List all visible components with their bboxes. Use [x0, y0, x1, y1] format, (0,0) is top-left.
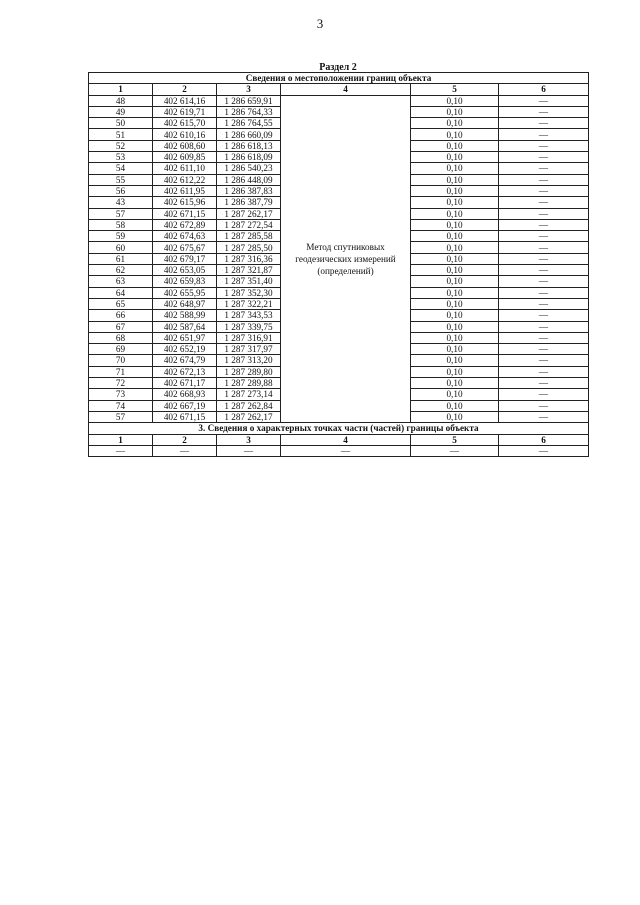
coordinate-y-cell: 1 286 618,09 — [217, 152, 281, 163]
coordinate-y-cell: 1 287 272,54 — [217, 219, 281, 230]
coordinate-x-cell: 402 671,15 — [153, 411, 217, 422]
section3-title-row — [89, 423, 589, 434]
coordinate-x-cell: 402 610,16 — [153, 129, 217, 140]
section3-title: 3. Сведения о характерных точках части (частей) границы объекта — [89, 423, 589, 434]
description-cell: — — [499, 400, 589, 411]
coordinate-y-cell: 1 286 540,23 — [217, 163, 281, 174]
coordinate-x-cell: 402 615,96 — [153, 197, 217, 208]
point-number-cell: 50 — [89, 118, 153, 129]
description-cell: — — [499, 310, 589, 321]
coordinate-x-cell: 402 659,83 — [153, 276, 217, 287]
coordinate-x-cell: 402 648,97 — [153, 298, 217, 309]
description-cell: — — [499, 411, 589, 422]
accuracy-cell: 0,10 — [411, 332, 499, 343]
coordinate-y-cell: 1 286 764,55 — [217, 118, 281, 129]
coordinate-y-cell: 1 287 316,36 — [217, 253, 281, 264]
page-number: 3 — [316, 16, 324, 31]
accuracy-cell: 0,10 — [411, 366, 499, 377]
column-number-cell: 5 — [411, 84, 499, 95]
section3-cell: — — [153, 445, 217, 456]
coordinate-x-cell: 402 675,67 — [153, 242, 217, 253]
point-number-cell: 59 — [89, 231, 153, 242]
coordinate-x-cell: 402 672,13 — [153, 366, 217, 377]
section-title: Раздел 2 — [319, 62, 357, 73]
column-number-cell: 3 — [217, 84, 281, 95]
point-number-cell: 68 — [89, 332, 153, 343]
coordinate-y-cell: 1 287 352,30 — [217, 287, 281, 298]
point-number-cell: 63 — [89, 276, 153, 287]
section3-cell: — — [411, 445, 499, 456]
accuracy-cell: 0,10 — [411, 253, 499, 264]
coordinate-x-cell: 402 619,71 — [153, 106, 217, 117]
table-body — [89, 73, 589, 457]
accuracy-cell: 0,10 — [411, 185, 499, 196]
description-cell: — — [499, 344, 589, 355]
description-cell: — — [499, 197, 589, 208]
accuracy-cell: 0,10 — [411, 411, 499, 422]
description-cell: — — [499, 366, 589, 377]
accuracy-cell: 0,10 — [411, 231, 499, 242]
column-number-cell: 4 — [281, 84, 411, 95]
point-number-cell: 56 — [89, 185, 153, 196]
point-number-cell: 60 — [89, 242, 153, 253]
coordinate-y-cell: 1 287 322,21 — [217, 298, 281, 309]
point-number-cell: 73 — [89, 389, 153, 400]
accuracy-cell: 0,10 — [411, 355, 499, 366]
point-number-cell: 51 — [89, 129, 153, 140]
point-number-cell: 54 — [89, 163, 153, 174]
point-number-cell: 66 — [89, 310, 153, 321]
point-number-cell: 71 — [89, 366, 153, 377]
table-row — [89, 95, 589, 106]
point-number-cell: 48 — [89, 95, 153, 106]
point-number-cell: 57 — [89, 208, 153, 219]
coordinate-y-cell: 1 287 262,84 — [217, 400, 281, 411]
coordinate-x-cell: 402 614,16 — [153, 95, 217, 106]
description-cell: — — [499, 231, 589, 242]
point-number-cell: 72 — [89, 378, 153, 389]
accuracy-cell: 0,10 — [411, 140, 499, 151]
coordinate-y-cell: 1 287 273,14 — [217, 389, 281, 400]
coordinate-y-cell: 1 287 285,50 — [217, 242, 281, 253]
section3-cell: — — [89, 445, 153, 456]
accuracy-cell: 0,10 — [411, 163, 499, 174]
coordinate-y-cell: 1 287 289,88 — [217, 378, 281, 389]
accuracy-cell: 0,10 — [411, 219, 499, 230]
coordinate-x-cell: 402 653,05 — [153, 265, 217, 276]
section3-cell: — — [499, 445, 589, 456]
section3-cell: — — [281, 445, 411, 456]
coordinate-y-cell: 1 287 289,80 — [217, 366, 281, 377]
coordinate-y-cell: 1 286 764,33 — [217, 106, 281, 117]
point-number-cell: 70 — [89, 355, 153, 366]
coordinate-y-cell: 1 287 321,87 — [217, 265, 281, 276]
point-number-cell: 43 — [89, 197, 153, 208]
coordinate-y-cell: 1 287 313,20 — [217, 355, 281, 366]
coordinate-y-cell: 1 287 262,17 — [217, 411, 281, 422]
description-cell: — — [499, 242, 589, 253]
column-number-cell: 6 — [499, 434, 589, 445]
column-numbers-row — [89, 84, 589, 95]
coordinate-x-cell: 402 671,15 — [153, 208, 217, 219]
coordinate-y-cell: 1 287 351,40 — [217, 276, 281, 287]
coordinate-x-cell: 402 668,93 — [153, 389, 217, 400]
coordinate-y-cell: 1 286 618,13 — [217, 140, 281, 151]
point-number-cell: 58 — [89, 219, 153, 230]
point-number-cell: 61 — [89, 253, 153, 264]
description-cell: — — [499, 163, 589, 174]
point-number-cell: 69 — [89, 344, 153, 355]
accuracy-cell: 0,10 — [411, 344, 499, 355]
coordinate-x-cell: 402 667,19 — [153, 400, 217, 411]
point-number-cell: 55 — [89, 174, 153, 185]
accuracy-cell: 0,10 — [411, 95, 499, 106]
description-cell: — — [499, 276, 589, 287]
coordinate-x-cell: 402 611,95 — [153, 185, 217, 196]
coordinate-y-cell: 1 287 339,75 — [217, 321, 281, 332]
description-cell: — — [499, 321, 589, 332]
coordinate-x-cell: 402 587,64 — [153, 321, 217, 332]
accuracy-cell: 0,10 — [411, 197, 499, 208]
coordinate-x-cell: 402 655,95 — [153, 287, 217, 298]
description-cell: — — [499, 129, 589, 140]
column-number-cell: 1 — [89, 84, 153, 95]
coordinate-x-cell: 402 679,17 — [153, 253, 217, 264]
description-cell: — — [499, 298, 589, 309]
point-number-cell: 64 — [89, 287, 153, 298]
accuracy-cell: 0,10 — [411, 389, 499, 400]
coordinate-y-cell: 1 286 387,83 — [217, 185, 281, 196]
description-cell: — — [499, 140, 589, 151]
table-title: Сведения о местоположении границ объекта — [89, 73, 589, 84]
description-cell: — — [499, 185, 589, 196]
section3-data-row — [89, 445, 589, 456]
accuracy-cell: 0,10 — [411, 321, 499, 332]
description-cell: — — [499, 208, 589, 219]
coordinate-x-cell: 402 611,10 — [153, 163, 217, 174]
method-cell: Метод спутниковых геодезических измерений (определений) — [281, 95, 411, 423]
coordinate-x-cell: 402 588,99 — [153, 310, 217, 321]
coordinate-x-cell: 402 615,70 — [153, 118, 217, 129]
coordinate-x-cell: 402 671,17 — [153, 378, 217, 389]
accuracy-cell: 0,10 — [411, 118, 499, 129]
point-number-cell: 65 — [89, 298, 153, 309]
accuracy-cell: 0,10 — [411, 242, 499, 253]
coordinate-x-cell: 402 672,89 — [153, 219, 217, 230]
coordinate-y-cell: 1 287 285,58 — [217, 231, 281, 242]
coordinate-x-cell: 402 608,60 — [153, 140, 217, 151]
description-cell: — — [499, 106, 589, 117]
accuracy-cell: 0,10 — [411, 152, 499, 163]
description-cell: — — [499, 253, 589, 264]
coordinate-x-cell: 402 609,85 — [153, 152, 217, 163]
point-number-cell: 57 — [89, 411, 153, 422]
coordinate-y-cell: 1 287 343,53 — [217, 310, 281, 321]
coordinate-y-cell: 1 286 387,79 — [217, 197, 281, 208]
description-cell: — — [499, 287, 589, 298]
description-cell: — — [499, 355, 589, 366]
column-number-cell: 4 — [281, 434, 411, 445]
description-cell: — — [499, 118, 589, 129]
description-cell: — — [499, 174, 589, 185]
description-cell: — — [499, 332, 589, 343]
accuracy-cell: 0,10 — [411, 276, 499, 287]
boundary-coordinates-table — [88, 72, 589, 457]
point-number-cell: 49 — [89, 106, 153, 117]
description-cell: — — [499, 389, 589, 400]
coordinate-x-cell: 402 674,79 — [153, 355, 217, 366]
description-cell: — — [499, 152, 589, 163]
coordinate-x-cell: 402 612,22 — [153, 174, 217, 185]
coordinate-y-cell: 1 286 659,91 — [217, 95, 281, 106]
coordinate-y-cell: 1 286 448,09 — [217, 174, 281, 185]
accuracy-cell: 0,10 — [411, 208, 499, 219]
description-cell: — — [499, 265, 589, 276]
section3-column-numbers-row — [89, 434, 589, 445]
accuracy-cell: 0,10 — [411, 400, 499, 411]
coordinate-y-cell: 1 287 317,97 — [217, 344, 281, 355]
description-cell: — — [499, 378, 589, 389]
point-number-cell: 67 — [89, 321, 153, 332]
column-number-cell: 2 — [153, 84, 217, 95]
description-cell: — — [499, 219, 589, 230]
column-number-cell: 1 — [89, 434, 153, 445]
accuracy-cell: 0,10 — [411, 265, 499, 276]
description-cell: — — [499, 95, 589, 106]
point-number-cell: 53 — [89, 152, 153, 163]
accuracy-cell: 0,10 — [411, 378, 499, 389]
point-number-cell: 52 — [89, 140, 153, 151]
accuracy-cell: 0,10 — [411, 106, 499, 117]
point-number-cell: 74 — [89, 400, 153, 411]
table-title-row — [89, 73, 589, 84]
accuracy-cell: 0,10 — [411, 298, 499, 309]
coordinate-x-cell: 402 674,63 — [153, 231, 217, 242]
accuracy-cell: 0,10 — [411, 174, 499, 185]
coordinate-x-cell: 402 652,19 — [153, 344, 217, 355]
column-number-cell: 3 — [217, 434, 281, 445]
column-number-cell: 2 — [153, 434, 217, 445]
coordinate-y-cell: 1 286 660,09 — [217, 129, 281, 140]
coordinate-y-cell: 1 287 262,17 — [217, 208, 281, 219]
accuracy-cell: 0,10 — [411, 287, 499, 298]
point-number-cell: 62 — [89, 265, 153, 276]
column-number-cell: 5 — [411, 434, 499, 445]
section3-cell: — — [217, 445, 281, 456]
coordinate-y-cell: 1 287 316,91 — [217, 332, 281, 343]
accuracy-cell: 0,10 — [411, 310, 499, 321]
column-number-cell: 6 — [499, 84, 589, 95]
coordinate-x-cell: 402 651,97 — [153, 332, 217, 343]
accuracy-cell: 0,10 — [411, 129, 499, 140]
